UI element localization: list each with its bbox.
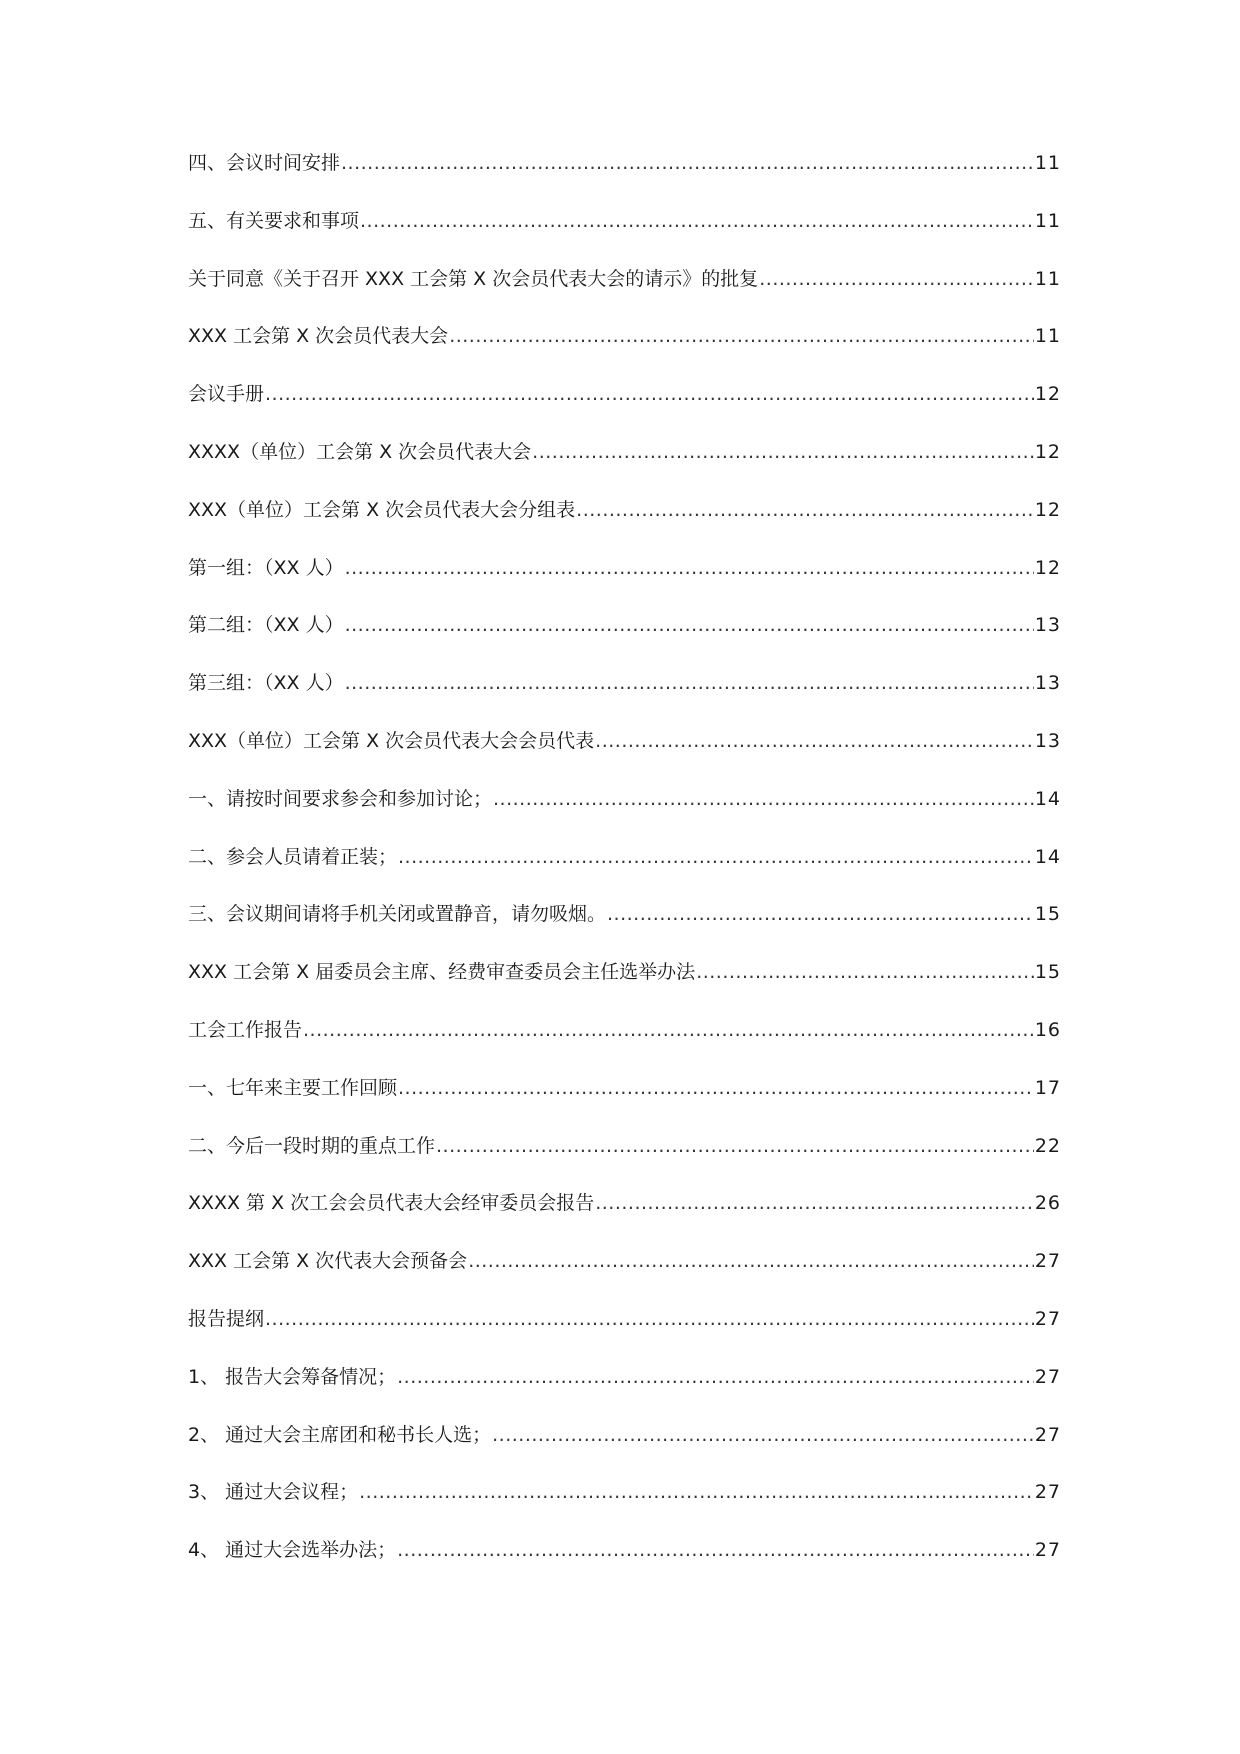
toc-page-number: 12 [1034, 383, 1061, 406]
toc-page-number: 27 [1034, 1539, 1061, 1562]
toc-entry-title: XXXX（单位）工会第 X 次会员代表大会 [188, 440, 532, 463]
toc-dot-leader [265, 1308, 1034, 1331]
toc-entry-title: 一、七年来主要工作回顾 [188, 1076, 398, 1099]
toc-page-number: 22 [1034, 1134, 1061, 1157]
toc-dot-leader [449, 325, 1034, 348]
toc-page-number: 11 [1034, 267, 1061, 290]
toc-page-number: 15 [1034, 903, 1061, 926]
toc-entry[interactable] [188, 557, 1061, 615]
toc-entry[interactable] [188, 1077, 1061, 1135]
toc-page-number: 13 [1034, 614, 1061, 637]
toc-entry-title: 工会工作报告 [188, 1018, 303, 1041]
toc-entry-title: 关于同意《关于召开 XXX 工会第 X 次会员代表大会的请示》的批复 [188, 267, 759, 290]
toc-entry-title: XXX（单位）工会第 X 次会员代表大会分组表 [188, 498, 576, 521]
toc-dot-leader [397, 1539, 1034, 1562]
toc-dot-leader [360, 210, 1034, 233]
toc-entry[interactable] [188, 846, 1061, 904]
toc-entry-title: 三、会议期间请将手机关闭或置静音，请勿吸烟。 [188, 903, 607, 926]
toc-dot-leader [532, 441, 1034, 464]
toc-page-number: 11 [1034, 152, 1061, 174]
toc-entry[interactable] [188, 1019, 1061, 1077]
toc-entry-title: XXX（单位）工会第 X 次会员代表大会会员代表 [188, 729, 595, 752]
toc-dot-leader [303, 1019, 1034, 1042]
toc-dot-leader [595, 730, 1034, 753]
toc-entry[interactable] [188, 1539, 1061, 1597]
toc-page-number: 14 [1034, 845, 1061, 868]
toc-page-number: 17 [1034, 1076, 1061, 1099]
toc-entry[interactable] [188, 1192, 1061, 1250]
toc-page-number: 11 [1034, 325, 1061, 348]
toc-dot-leader [468, 1250, 1034, 1273]
toc-entry-title: 4、 通过大会选举办法； [188, 1539, 397, 1562]
toc-entry-title: XXX 工会第 X 次会员代表大会 [188, 325, 449, 348]
toc-page-number: 12 [1034, 440, 1061, 463]
toc-entry[interactable] [188, 1308, 1061, 1366]
toc-page-number: 27 [1034, 1307, 1061, 1330]
toc-dot-leader [345, 557, 1034, 580]
toc-page-number: 26 [1034, 1192, 1061, 1215]
toc-dot-leader [607, 903, 1034, 926]
toc-entry[interactable] [188, 441, 1061, 499]
toc-dot-leader [398, 846, 1034, 869]
toc-entry-title: XXX 工会第 X 届委员会主席、经费审查委员会主任选举办法 [188, 961, 696, 984]
toc-entry-title: 2、 通过大会主席团和秘书长人选； [188, 1423, 492, 1446]
toc-entry[interactable] [188, 672, 1061, 730]
toc-entry-title: XXX 工会第 X 次代表大会预备会 [188, 1250, 468, 1273]
toc-page-number: 27 [1034, 1481, 1061, 1504]
toc-entry-title: 3、 通过大会议程； [188, 1481, 359, 1504]
toc-dot-leader [492, 1424, 1034, 1447]
toc-entry[interactable] [188, 1135, 1061, 1193]
toc-page-number: 27 [1034, 1423, 1061, 1446]
toc-dot-leader [398, 1077, 1034, 1100]
toc-entry-title: 二、参会人员请着正装； [188, 845, 398, 868]
toc-page-number: 12 [1034, 556, 1061, 579]
toc-dot-leader [265, 383, 1034, 406]
toc-entry[interactable] [188, 1424, 1061, 1482]
toc-page-number: 13 [1034, 672, 1061, 695]
toc-dot-leader [341, 152, 1034, 175]
toc-entry[interactable] [188, 325, 1061, 383]
toc-entry[interactable] [188, 268, 1061, 326]
toc-entry[interactable] [188, 1366, 1061, 1424]
toc-entry-title: 第三组：（XX 人） [188, 672, 344, 695]
toc-dot-leader [345, 672, 1034, 695]
toc-entry-title: 会议手册 [188, 383, 265, 406]
toc-page-number: 12 [1034, 498, 1061, 521]
toc-page-number: 15 [1034, 961, 1061, 984]
toc-dot-leader [436, 1135, 1034, 1158]
table-of-contents [188, 152, 1061, 1597]
toc-entry-title: XXXX 第 X 次工会会员代表大会经审委员会报告 [188, 1192, 595, 1215]
toc-entry-title: 二、今后一段时期的重点工作 [188, 1134, 436, 1157]
toc-entry[interactable] [188, 903, 1061, 961]
toc-entry[interactable] [188, 1481, 1061, 1539]
toc-dot-leader [359, 1481, 1034, 1504]
toc-page-number: 27 [1034, 1365, 1061, 1388]
toc-dot-leader [493, 788, 1034, 811]
toc-entry-title: 四、会议时间安排 [188, 152, 341, 174]
toc-entry[interactable] [188, 961, 1061, 1019]
toc-entry[interactable] [188, 499, 1061, 557]
toc-entry[interactable] [188, 730, 1061, 788]
toc-entry-title: 一、请按时间要求参会和参加讨论； [188, 787, 493, 810]
toc-page-number: 11 [1034, 209, 1061, 232]
toc-page-number: 16 [1034, 1018, 1061, 1041]
toc-entry[interactable] [188, 788, 1061, 846]
toc-entry-title: 五、有关要求和事项 [188, 209, 360, 232]
toc-entry-title: 报告提纲 [188, 1307, 265, 1330]
toc-dot-leader [759, 268, 1034, 291]
toc-entry-title: 第一组：（XX 人） [188, 556, 344, 579]
toc-entry-title: 第二组：（XX 人） [188, 614, 344, 637]
toc-page-number: 14 [1034, 787, 1061, 810]
toc-page-number: 27 [1034, 1250, 1061, 1273]
toc-entry-title: 1、 报告大会筹备情况； [188, 1365, 397, 1388]
toc-entry[interactable] [188, 152, 1061, 210]
toc-dot-leader [345, 614, 1034, 637]
toc-dot-leader [397, 1366, 1034, 1389]
toc-dot-leader [595, 1192, 1034, 1215]
toc-dot-leader [576, 499, 1034, 522]
toc-entry[interactable] [188, 614, 1061, 672]
toc-entry[interactable] [188, 383, 1061, 441]
toc-page-number: 13 [1034, 729, 1061, 752]
toc-entry[interactable] [188, 210, 1061, 268]
toc-entry[interactable] [188, 1250, 1061, 1308]
toc-dot-leader [696, 961, 1034, 984]
